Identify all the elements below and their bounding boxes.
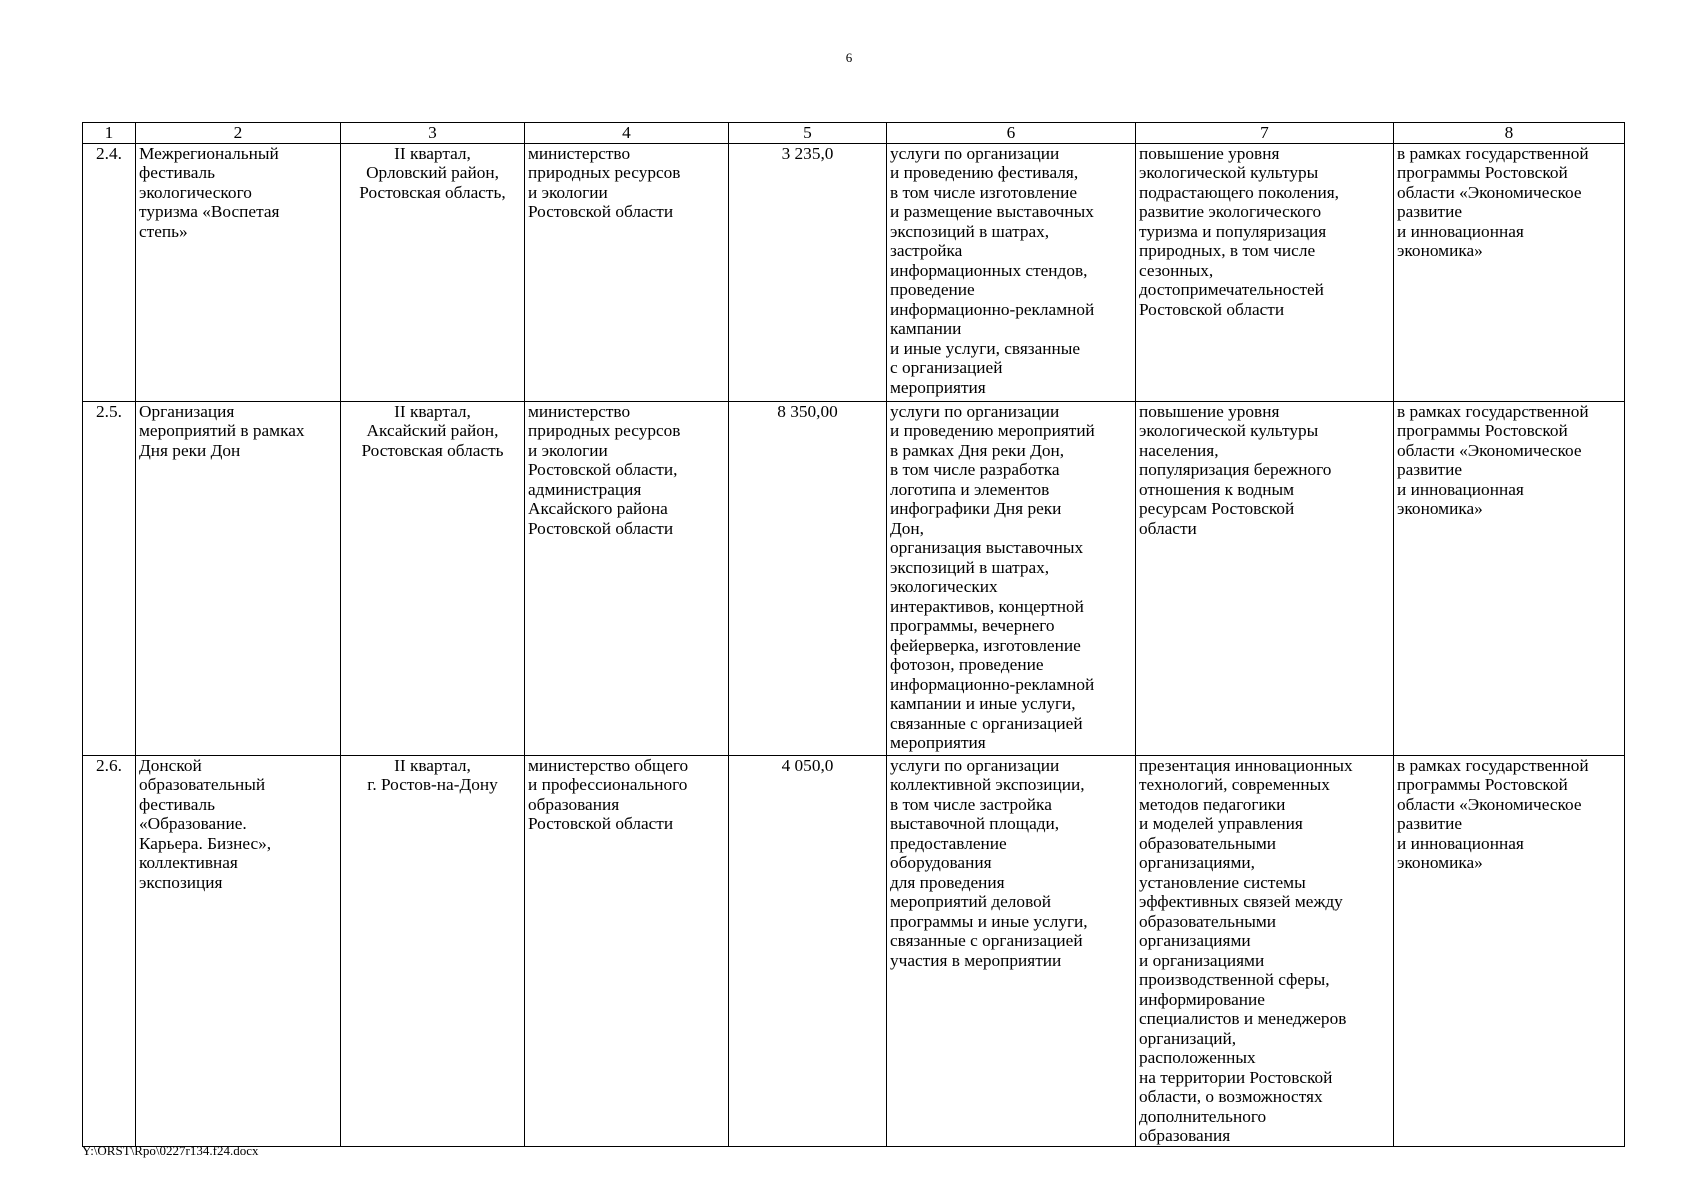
column-header: 7 — [1136, 123, 1394, 144]
row-number: 2.4. — [83, 143, 136, 401]
document-file-path: Y:\ORST\Rpo\0227r134.f24.docx — [82, 1143, 259, 1158]
event-amount: 4 050,0 — [729, 755, 887, 1146]
page-number: 6 — [845, 50, 853, 65]
event-organizer: министерство природных ресурсов и экологии Ростовской области — [525, 143, 729, 401]
event-goal: повышение уровня экологической культуры подрастающего поколения, развитие экологического туризма и популяризация природных, в том числе сезонных, достопримечательностей Ростовской области — [1136, 143, 1394, 401]
column-number-row — [83, 123, 1625, 144]
table-row — [83, 401, 1625, 755]
event-amount: 8 350,00 — [729, 401, 887, 755]
column-header: 1 — [83, 123, 136, 144]
events-table — [82, 122, 1625, 1147]
event-period-location: II квартал, г. Ростов-на-Дону — [341, 755, 525, 1146]
event-goal: презентация инновационных технологий, современных методов педагогики и моделей управления образовательными организациями, установление системы эффективных связей между образовательными организациями и организациями производственной сферы, информирование специалистов и менеджеров организаций, расположенных на территории Ростовской области, о возможностях дополнительного образования — [1136, 755, 1394, 1146]
event-organizer: министерство природных ресурсов и экологии Ростовской области, администрация Аксайского района Ростовской области — [525, 401, 729, 755]
event-services: услуги по организации и проведению мероприятий в рамках Дня реки Дон, в том числе разработка логотипа и элементов инфографики Дня реки Дон, организация выставочных экспозиций в шатрах, экологических интерактивов, концертной программы, вечернего фейерверка, изготовление фотозон, проведение информационно-рекламной кампании и иные услуги, связанные с организацией мероприятия — [887, 401, 1136, 755]
event-amount: 3 235,0 — [729, 143, 887, 401]
event-program: в рамках государственной программы Ростовской области «Экономическое развитие и инновационная экономика» — [1394, 401, 1625, 755]
event-period-location: II квартал, Аксайский район, Ростовская область — [341, 401, 525, 755]
table-row — [83, 143, 1625, 401]
column-header: 8 — [1394, 123, 1625, 144]
row-number: 2.5. — [83, 401, 136, 755]
column-header: 3 — [341, 123, 525, 144]
column-header: 4 — [525, 123, 729, 144]
event-services: услуги по организации и проведению фестиваля, в том числе изготовление и размещение выставочных экспозиций в шатрах, застройка информационных стендов, проведение информационно-рекламной кампании и иные услуги, связанные с организацией мероприятия — [887, 143, 1136, 401]
event-period-location: II квартал, Орловский район, Ростовская область, — [341, 143, 525, 401]
event-organizer: министерство общего и профессионального образования Ростовской области — [525, 755, 729, 1146]
event-services: услуги по организации коллективной экспозиции, в том числе застройка выставочной площади, предоставление оборудования для проведения мероприятий деловой программы и иные услуги, связанные с организацией участия в мероприятии — [887, 755, 1136, 1146]
event-program: в рамках государственной программы Ростовской области «Экономическое развитие и инновационная экономика» — [1394, 143, 1625, 401]
column-header: 2 — [136, 123, 341, 144]
event-name: Донской образовательный фестиваль «Образование. Карьера. Бизнес», коллективная экспозиция — [136, 755, 341, 1146]
event-goal: повышение уровня экологической культуры населения, популяризация бережного отношения к водным ресурсам Ростовской области — [1136, 401, 1394, 755]
column-header: 6 — [887, 123, 1136, 144]
event-program: в рамках государственной программы Ростовской области «Экономическое развитие и инновационная экономика» — [1394, 755, 1625, 1146]
row-number: 2.6. — [83, 755, 136, 1146]
column-header: 5 — [729, 123, 887, 144]
event-name: Межрегиональный фестиваль экологического туризма «Воспетая степь» — [136, 143, 341, 401]
table-row — [83, 755, 1625, 1146]
event-name: Организация мероприятий в рамках Дня реки Дон — [136, 401, 341, 755]
